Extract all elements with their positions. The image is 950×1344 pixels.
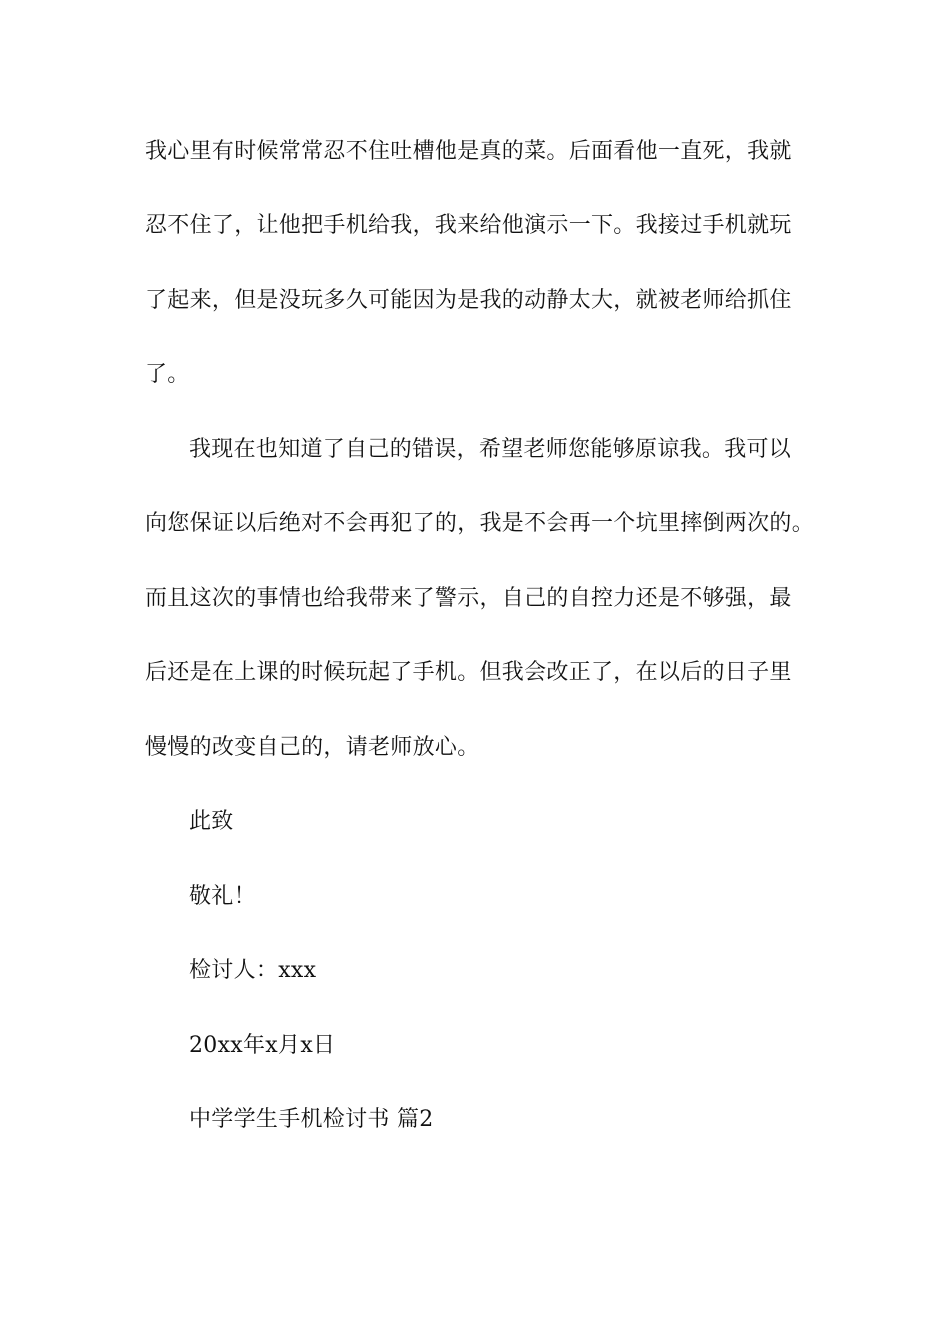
paragraph-1-line-3: 了起来，但是没玩多久可能因为是我的动静太大，就被老师给抓住 — [145, 288, 792, 313]
paragraph-1-line-2: 忍不住了，让他把手机给我，我来给他演示一下。我接过手机就玩 — [145, 213, 792, 238]
paragraph-1-line-1: 我心里有时候常常忍不住吐槽他是真的菜。后面看他一直死，我就 — [145, 139, 792, 164]
next-section-title: 中学学生手机检讨书 篇2 — [189, 1107, 434, 1132]
closing-salutation: 此致 — [189, 809, 234, 834]
paragraph-2-line-1: 我现在也知道了自己的错误，希望老师您能够原谅我。我可以 — [189, 437, 792, 462]
signer-line: 检讨人：xxx — [189, 958, 317, 983]
closing-regards: 敬礼！ — [189, 884, 256, 909]
paragraph-2-line-2: 向您保证以后绝对不会再犯了的，我是不会再一个坑里摔倒两次的。 — [145, 511, 815, 536]
paragraph-1-line-4: 了。 — [145, 362, 190, 387]
paragraph-2-line-5: 慢慢的改变自己的，请老师放心。 — [145, 735, 480, 760]
paragraph-2-line-4: 后还是在上课的时候玩起了手机。但我会改正了，在以后的日子里 — [145, 660, 792, 685]
date-line: 20xx年x月x日 — [189, 1033, 336, 1058]
paragraph-2-line-3: 而且这次的事情也给我带来了警示，自己的自控力还是不够强，最 — [145, 586, 792, 611]
